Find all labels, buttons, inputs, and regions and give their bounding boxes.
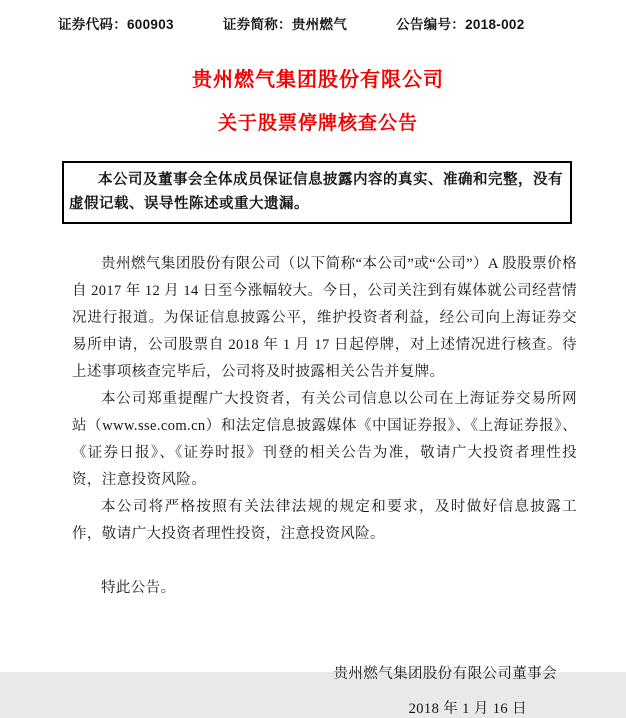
company-title: 贵州燃气集团股份有限公司: [192, 69, 444, 91]
stock-code-value: 600903: [127, 17, 174, 32]
announcement-subject-title: 关于股票停牌核查公告: [217, 113, 418, 134]
board-signature: 贵州燃气集团股份有限公司董事会: [333, 666, 557, 682]
stock-name-label: 证券简称：: [222, 17, 292, 32]
announcement-number-label: 公告编号：: [396, 17, 466, 32]
announcement-date: 2018 年 1 月 16 日: [408, 701, 527, 717]
body-paragraph-3: 本公司将严格按照有关法律法规的规定和要求，及时做好信息披露工作，敬请广大投资者理性投资，注意投资风险。: [72, 499, 577, 542]
stock-code-label: 证券代码：: [58, 17, 127, 32]
stock-name-value: 贵州燃气: [291, 17, 348, 32]
body-paragraph-1: 贵州燃气集团股份有限公司（以下简称“本公司”或“公司”）A 股股票价格自 2017 年 12 月 14 日至今涨幅较大。今日，公司关注到有媒体就公司经营情况进行报道。为保证信息披露公平，维护投资者利益，经公司向上海证券交易所申请，公司股票自 2018 年 1 月 17 日起停牌，对上述情况进行核查。待上述事项核查完毕后，公司将及时披露相关公告并复牌。: [72, 256, 577, 380]
stock-name: [223, 13, 347, 33]
announcement-number-value: 2018-002: [465, 17, 525, 32]
announcement-number: [396, 13, 524, 33]
body-paragraph-2: 本公司郑重提醒广大投资者，有关公司信息以公司在上海证券交易所网站（www.sse.com.cn）和法定信息披露媒体《中国证券报》、《上海证券报》、《证券日报》、《证券时报》刊登的相关公告为准，敬请广大投资者理性投资，注意投资风险。: [72, 391, 577, 488]
closing-statement: 特此公告。: [101, 580, 176, 596]
securities-info-header: [0, 0, 626, 33]
announcement-body: [72, 251, 577, 602]
stock-code: [58, 13, 174, 33]
board-declaration-box: 本公司及董事会全体成员保证信息披露内容的真实、准确和完整，没有虚假记载、误导性陈述或重大遗漏。: [62, 161, 572, 224]
